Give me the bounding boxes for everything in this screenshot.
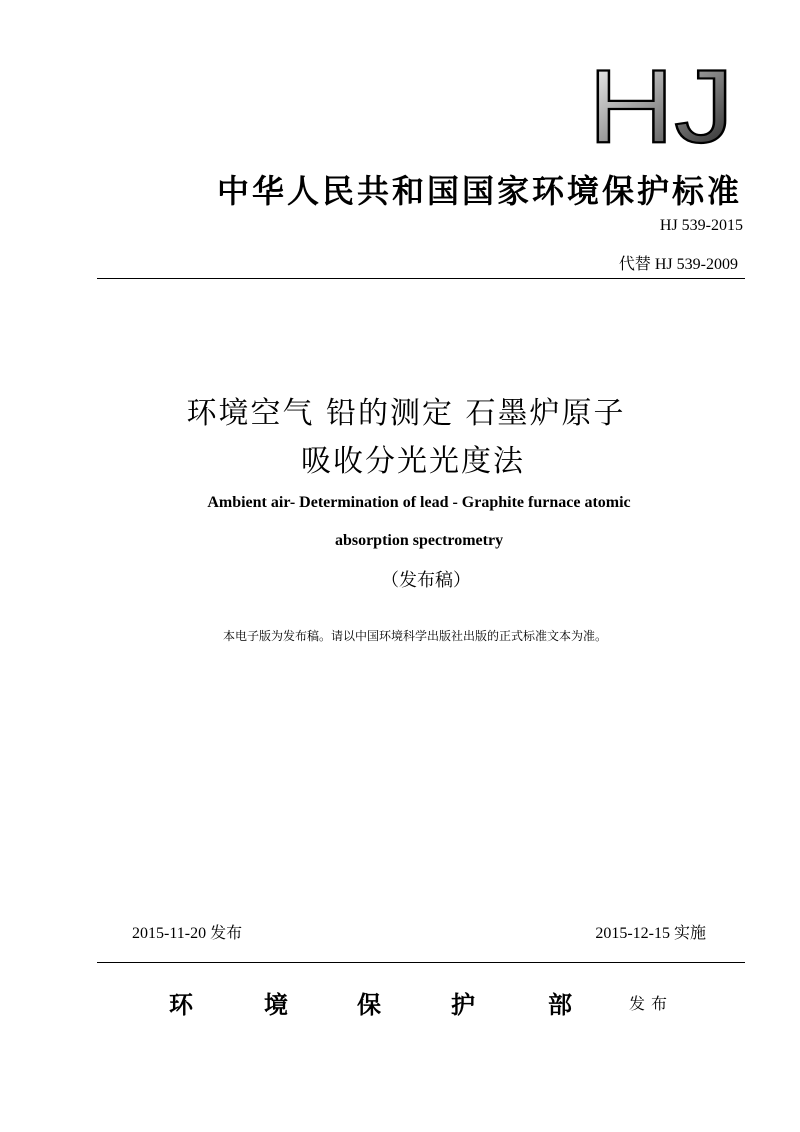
implementation-date: 2015-12-15 实施 (595, 925, 706, 942)
electronic-version-notice: 本电子版为发布稿。请以中国环境科学出版社出版的正式标准文本为准。 (222, 629, 607, 643)
logo-text: HJ (588, 62, 734, 146)
replaces-standard: 代替 HJ 539-2009 (618, 256, 738, 273)
draft-label: （发布稿） (381, 570, 471, 591)
standard-name: 中华人民共和国国家环境保护标准 (216, 172, 742, 210)
title-cn-line1: 环境空气 铅的测定 石墨炉原子 (186, 396, 626, 431)
title-cn-line2: 吸收分光光度法 (301, 444, 525, 479)
issue-date: 2015-11-20 发布 (132, 925, 243, 942)
publisher-suffix: 发布 (629, 994, 674, 1013)
publisher-char: 护 (451, 993, 475, 1019)
hj-logo (588, 62, 738, 146)
publisher-char: 境 (264, 993, 288, 1019)
publisher-char: 部 (548, 993, 572, 1019)
publisher-char: 保 (357, 993, 381, 1019)
footer-divider (97, 962, 745, 963)
title-en-line2: absorption spectrometry (334, 532, 504, 549)
publisher-char: 环 (169, 993, 193, 1019)
standard-number: HJ 539-2015 (659, 217, 743, 234)
title-en-line1: Ambient air- Determination of lead - Graphite furnace atomic (207, 494, 631, 511)
header-divider (97, 278, 745, 279)
